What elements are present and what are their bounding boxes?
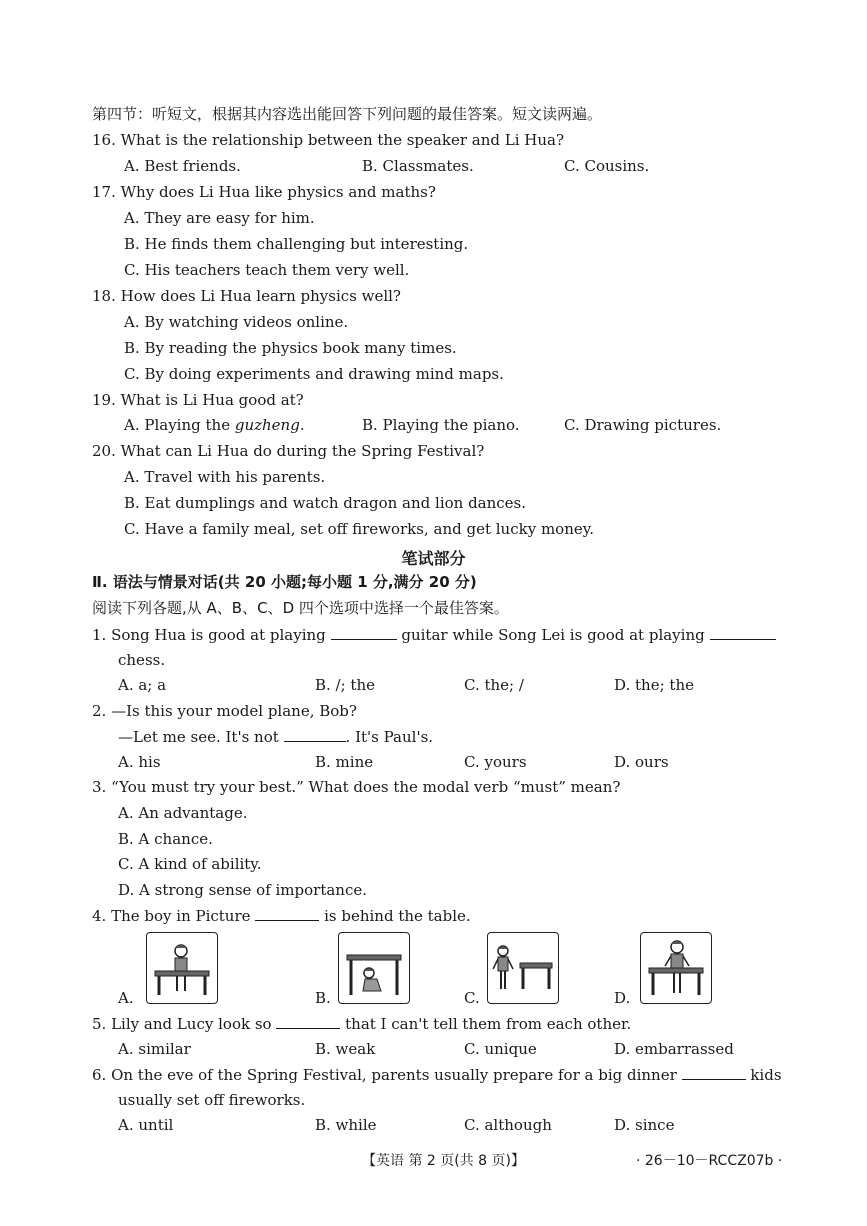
option-3b: B. A chance.: [118, 830, 213, 848]
option-1b: B. /; the: [315, 676, 375, 694]
option-5a: A. similar: [118, 1040, 191, 1058]
question-4: [92, 906, 471, 925]
option-4a-label: A.: [118, 989, 134, 1007]
option-20c: C. Have a family meal, set off fireworks, and get lucky money.: [124, 520, 594, 538]
option-18b: B. By reading the physics book many times.: [124, 339, 457, 357]
question-4-text-a: 4. The boy in Picture: [92, 907, 251, 925]
written-section-title: 笔试部分: [401, 549, 466, 568]
question-5: [92, 1014, 631, 1033]
option-19a-italic: guzheng: [234, 416, 300, 434]
option-1d: D. the; the: [614, 676, 694, 694]
instruction: 阅读下列各题,从 A、B、C、D 四个选项中选择一个最佳答案。: [92, 599, 509, 617]
question-2-text-b: . It's Paul's.: [345, 728, 434, 746]
option-1a: A. a; a: [118, 676, 167, 694]
boy-sitting-at-table-icon: [147, 933, 217, 1003]
question-5-text-a: 5. Lily and Lucy look so: [92, 1015, 272, 1033]
boy-behind-table-icon: [641, 933, 711, 1003]
picture-b: [338, 932, 410, 1004]
question-6-text-a: 6. On the eve of the Spring Festival, parents usually prepare for a big dinner: [92, 1066, 677, 1084]
question-16: 16. What is the relationship between the speaker and Li Hua?: [92, 131, 564, 149]
question-5-text-b: that I can't tell them from each other.: [345, 1015, 632, 1033]
answer-blank: [331, 625, 397, 640]
option-6b: B. while: [315, 1116, 377, 1134]
picture-d: [640, 932, 712, 1004]
option-4b-label: B.: [315, 989, 331, 1007]
question-18: 18. How does Li Hua learn physics well?: [92, 287, 401, 305]
option-5c: C. unique: [464, 1040, 537, 1058]
answer-blank: [682, 1065, 746, 1080]
question-6-line1: [92, 1065, 782, 1084]
question-3: 3. “You must try your best.” What does the modal verb “must” mean?: [92, 778, 621, 796]
part2-heading: Ⅱ. 语法与情景对话(共 20 小题;每小题 1 分,满分 20 分): [92, 573, 477, 591]
question-1-line2: chess.: [118, 651, 166, 669]
picture-c: [487, 932, 559, 1004]
option-4c-label: C.: [464, 989, 480, 1007]
page-footer-code: · 26－10－RCCZ07b ·: [636, 1153, 783, 1169]
option-19b: B. Playing the piano.: [362, 416, 520, 434]
option-16b: B. Classmates.: [362, 157, 474, 175]
picture-a: [146, 932, 218, 1004]
question-6-line2: usually set off fireworks.: [118, 1091, 306, 1109]
question-2-text-a: —Let me see. It's not: [118, 728, 279, 746]
option-19a-suffix: .: [299, 416, 305, 434]
question-4-text-b: is behind the table.: [324, 907, 471, 925]
question-1-text-a: 1. Song Hua is good at playing: [92, 626, 326, 644]
option-19a-prefix: A. Playing the: [124, 416, 235, 434]
option-17c: C. His teachers teach them very well.: [124, 261, 410, 279]
answer-blank: [284, 727, 346, 742]
option-1c: C. the; /: [464, 676, 524, 694]
question-1-line1: [92, 625, 776, 644]
option-4d-label: D.: [614, 989, 631, 1007]
option-20b: B. Eat dumplings and watch dragon and lion dances.: [124, 494, 527, 512]
option-18c: C. By doing experiments and drawing mind maps.: [124, 365, 504, 383]
option-3c: C. A kind of ability.: [118, 855, 262, 873]
option-2a: A. his: [118, 753, 161, 771]
option-17a: A. They are easy for him.: [124, 209, 315, 227]
question-20: 20. What can Li Hua do during the Spring Festival?: [92, 442, 485, 460]
page-footer-center: 【英语 第 2 页(共 8 页)】: [362, 1153, 525, 1169]
option-3a: A. An advantage.: [118, 804, 248, 822]
option-6d: D. since: [614, 1116, 675, 1134]
section-heading: 第四节：听短文，根据其内容选出能回答下列问题的最佳答案。短文读两遍。: [92, 105, 603, 123]
option-16c: C. Cousins.: [564, 157, 650, 175]
question-17: 17. Why does Li Hua like physics and maths?: [92, 183, 436, 201]
question-19: 19. What is Li Hua good at?: [92, 391, 304, 409]
question-6-text-b: kids: [750, 1066, 782, 1084]
option-6a: A. until: [118, 1116, 174, 1134]
option-18a: A. By watching videos online.: [124, 313, 349, 331]
option-5d: D. embarrassed: [614, 1040, 734, 1058]
answer-blank: [276, 1014, 340, 1029]
answer-blank: [710, 625, 776, 640]
option-2c: C. yours: [464, 753, 527, 771]
option-20a: A. Travel with his parents.: [124, 468, 326, 486]
option-3d: D. A strong sense of importance.: [118, 881, 368, 899]
question-2-line2: [118, 727, 433, 746]
question-1-text-b: guitar while Song Lei is good at playing: [401, 626, 705, 644]
option-5b: B. weak: [315, 1040, 376, 1058]
option-2b: B. mine: [315, 753, 374, 771]
option-16a: A. Best friends.: [124, 157, 241, 175]
option-17b: B. He finds them challenging but interesting.: [124, 235, 469, 253]
question-2-line1: 2. —Is this your model plane, Bob?: [92, 702, 357, 720]
boy-beside-table-icon: [488, 933, 558, 1003]
option-19c: C. Drawing pictures.: [564, 416, 722, 434]
option-2d: D. ours: [614, 753, 669, 771]
option-6c: C. although: [464, 1116, 552, 1134]
boy-under-table-icon: [339, 933, 409, 1003]
answer-blank: [255, 906, 319, 921]
option-19a: [124, 416, 305, 434]
